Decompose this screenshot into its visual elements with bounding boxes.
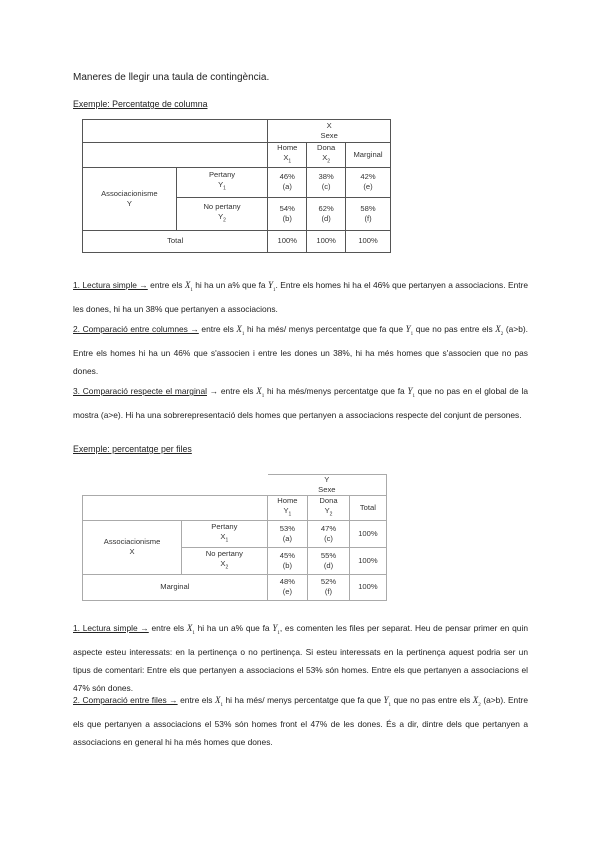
col-header-dona: Dona $X_2$ — [307, 143, 346, 168]
section1-paragraph-1: 1. Lectura simple → entre els $X_1$ hi ha un a% que fa $Y_1$. Entre els homes hi ha el 46% que pertanyen a associacions. Entre les dones, hi ha un 38% que pertanyen a associacions. — [73, 280, 529, 314]
example1-heading: Exemple: Percentatge de columna — [73, 99, 208, 109]
cell-c: 47% (c) — [308, 520, 350, 547]
column-variable-header: Y Sexe — [267, 475, 386, 496]
row-total-2: 100% — [349, 547, 386, 574]
cell-f: 58% (f) — [346, 197, 391, 230]
row-group-label: Associacionisme Y — [83, 167, 177, 230]
row-header-pertany: Pertany $X_1$ — [182, 520, 268, 547]
cell-f: 52% (f) — [308, 574, 350, 600]
cell-d: 62% (d) — [307, 197, 346, 230]
cell-b: 54% (b) — [268, 197, 307, 230]
section1-paragraph-3: 3. Comparació respecte el marginal → entre els $X_1$ hi ha més/menys percentatge que fa $Y_1$ que no pas en el global de la mostra (a>e). Hi ha una sobrerepresentació dels homes que pertanyen a associacions respecte del conjunt de persones. — [73, 386, 528, 420]
total-home: 100% — [268, 230, 307, 252]
row-header-no-pertany: No pertany $X_2$ — [182, 547, 268, 574]
cell-e: 48% (e) — [267, 574, 308, 600]
page-title: Maneres de llegir una taula de contingència. — [73, 72, 270, 83]
cell-d: 55% (d) — [308, 547, 350, 574]
marginal-row-label: Marginal — [83, 574, 268, 600]
column-variable-header: X Sexe — [268, 120, 391, 143]
col-header-home: Home $Y_1$ — [267, 496, 308, 521]
row-group-label: Associacionisme X — [83, 520, 182, 574]
cell-c: 38% (c) — [307, 167, 346, 197]
contingency-table-column-percent — [82, 119, 391, 253]
cell-e: 42% (e) — [346, 167, 391, 197]
row-header-no-pertany: No pertany $Y_2$ — [176, 197, 268, 230]
col-header-home: Home $X_1$ — [268, 143, 307, 168]
corner-cell — [83, 120, 268, 143]
corner-cell-2 — [83, 143, 268, 168]
section1-paragraph-2: 2. Comparació entre columnes → entre els $X_1$ hi ha més/ menys percentatge que fa que $Y_1$ que no pas entre els $X_2$ (a>b). Entre els homes hi ha un 46% que s'associen i entre les dones un 38%, hi ha més homes que s'associen que no pas dones. — [73, 324, 529, 376]
marginal-total: 100% — [349, 574, 386, 600]
cell-a: 46% (a) — [268, 167, 307, 197]
total-dona: 100% — [307, 230, 346, 252]
corner-cell — [83, 475, 268, 496]
section2-paragraph-2: 2. Comparació entre files → entre els $X_1$ hi ha més/ menys percentatge que fa que $Y_1$ que no pas entre els $X_2$ (a>b). Entre els que pertanyen a associacions el 53% són homes front el 47% de les dones. És a dir, dintre dels que pertanyen a associacions en general hi ha més homes que dones. — [73, 695, 528, 747]
cell-b: 45% (b) — [267, 547, 308, 574]
example2-heading: Exemple: percentatge per files — [73, 444, 192, 454]
row-header-pertany: Pertany $Y_1$ — [176, 167, 268, 197]
total-row-label: Total — [83, 230, 268, 252]
col-header-marginal: Marginal — [346, 143, 391, 168]
col-header-total: Total — [349, 496, 386, 521]
corner-cell-2 — [83, 496, 268, 521]
col-header-dona: Dona $Y_2$ — [308, 496, 350, 521]
section2-paragraph-1: 1. Lectura simple → entre els $X_1$ hi ha un a% que fa $Y_1$, es comenten les files per separat. Heu de pensar primer en quin aspecte esteu interessats: en la pertinença o no pertinença. Si esteu interessats en la pertinença aquest podria ser un tipus de comentari: Entre els que pertanyen a associacions el 53% són homes. Entre els que pertanyen a associacions el 47% són dones. — [73, 623, 528, 693]
total-marginal: 100% — [346, 230, 391, 252]
cell-a: 53% (a) — [267, 520, 308, 547]
contingency-table-row-percent — [82, 474, 387, 601]
row-total-1: 100% — [349, 520, 386, 547]
